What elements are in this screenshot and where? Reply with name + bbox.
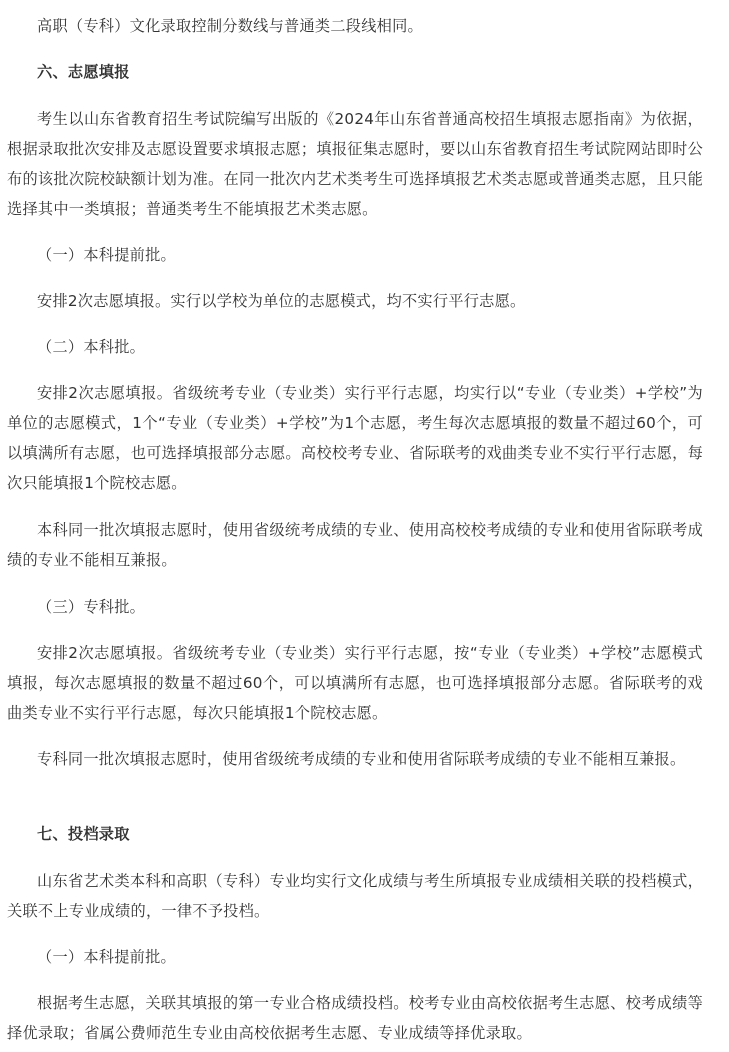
subheading-vocational: （三）专科批。 [37, 598, 146, 616]
paragraph-early-admission-rules: 根据考生志愿，关联其填报的第一专业合格成绩投档。校考专业由高校依据考生志愿、校考成绩等择优录取；省属公费师范生专业由高校依据考生志愿、专业成绩等择优录取。 [7, 994, 703, 1042]
subheading-undergrad-early: （一）本科提前批。 [37, 246, 176, 264]
paragraph-undergrad-early: 安排2次志愿填报。实行以学校为单位的志愿模式，均不实行平行志愿。 [37, 292, 526, 310]
subheading-undergrad-early-admission: （一）本科提前批。 [37, 948, 176, 966]
paragraph-undergrad-no-cross: 本科同一批次填报志愿时，使用省级统考成绩的专业、使用高校校考成绩的专业和使用省际联考成绩的专业不能相互兼报。 [7, 521, 703, 569]
paragraph-vocational-rules: 安排2次志愿填报。省级统考专业（专业类）实行平行志愿，按“专业（专业类）+学校”志愿模式填报，每次志愿填报的数量不超过60个，可以填满所有志愿，也可选择填报部分志愿。省际联考的戏曲类专业不实行平行志愿，每次只能填报1个院校志愿。 [7, 644, 703, 722]
paragraph-cutoff-note: 高职（专科）文化录取控制分数线与普通类二段线相同。 [37, 17, 423, 35]
subheading-undergrad: （二）本科批。 [37, 338, 146, 356]
section-heading-admission: 七、投档录取 [37, 825, 130, 843]
section-heading-application: 六、志愿填报 [37, 63, 130, 81]
paragraph-application-basis: 考生以山东省教育招生考试院编写出版的《2024年山东省普通高校招生填报志愿指南》为依据，根据录取批次安排及志愿设置要求填报志愿；填报征集志愿时，要以山东省教育招生考试院网站即时公布的该批次院校缺额计划为准。在同一批次内艺术类考生可选择填报艺术类志愿或普通类志愿，且只能选择其中一类填报；普通类考生不能填报艺术类志愿。 [7, 110, 703, 218]
paragraph-vocational-no-cross: 专科同一批次填报志愿时，使用省级统考成绩的专业和使用省际联考成绩的专业不能相互兼报。 [37, 750, 686, 768]
paragraph-undergrad-rules: 安排2次志愿填报。省级统考专业（专业类）实行平行志愿，均实行以“专业（专业类）+学校”为单位的志愿模式，1个“专业（专业类）+学校”为1个志愿，考生每次志愿填报的数量不超过60个，可以填满所有志愿，也可选择填报部分志愿。高校校考专业、省际联考的戏曲类专业不实行平行志愿，每次只能填报1个院校志愿。 [7, 384, 703, 492]
paragraph-admission-mode: 山东省艺术类本科和高职（专科）专业均实行文化成绩与考生所填报专业成绩相关联的投档模式，关联不上专业成绩的，一律不予投档。 [7, 872, 703, 920]
